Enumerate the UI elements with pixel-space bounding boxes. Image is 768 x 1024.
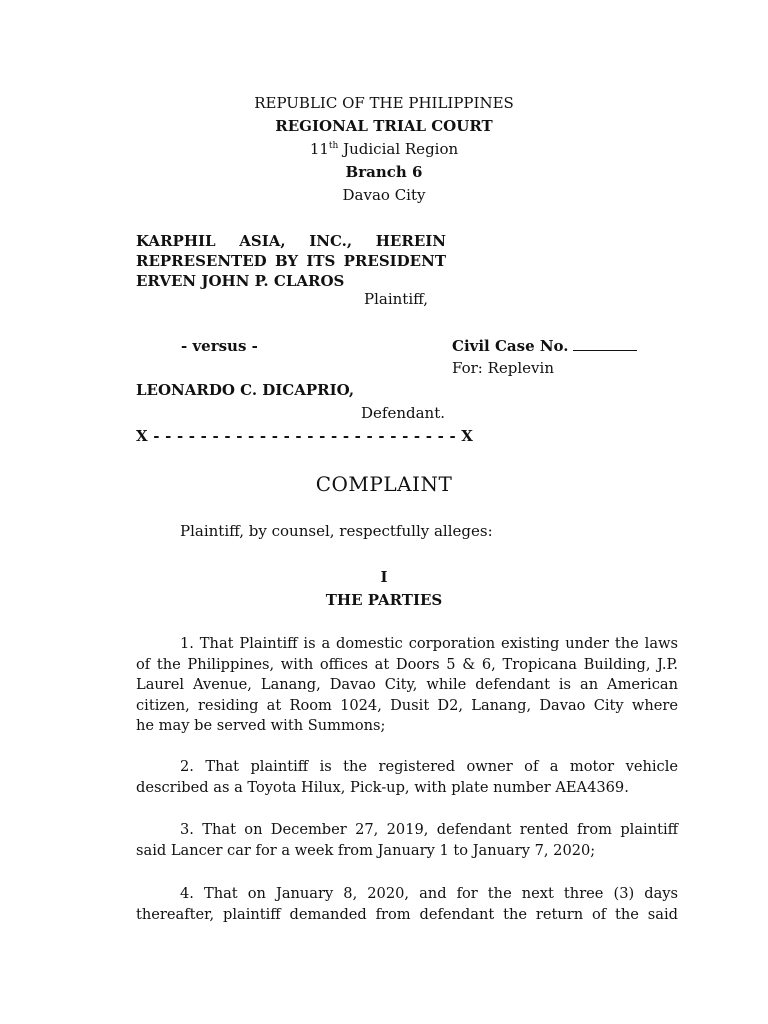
- defendant-role: Defendant.: [361, 404, 445, 422]
- region-suffix: th: [328, 141, 339, 151]
- region-number: 11: [309, 140, 329, 158]
- plaintiff-line-2: REPRESENTED BY ITS PRESIDENT: [136, 252, 446, 270]
- plaintiff-line-1: KARPHIL ASIA, INC., HEREIN: [136, 232, 446, 250]
- paragraph-2-line-2: described as a Toyota Hilux, Pick-up, with plate number AEA4369.: [136, 778, 629, 796]
- plaintiff-name: [136, 231, 446, 291]
- paragraph-4-line-2: thereafter, plaintiff demanded from defendant the return of the said: [136, 905, 678, 923]
- paragraph-1-line-2: of the Philippines, with offices at Doors 5 & 6, Tropicana Building, J.P.: [136, 655, 678, 673]
- section-numeral: I: [380, 568, 388, 586]
- city-heading: Davao City: [342, 186, 426, 204]
- plaintiff-line-3: ERVEN JOHN P. CLAROS: [136, 272, 345, 290]
- paragraph-1: [136, 634, 678, 737]
- versus-label: - versus -: [181, 337, 258, 355]
- intro-text: Plaintiff, by counsel, respectfully alleges:: [180, 522, 493, 540]
- case-subject: For: Replevin: [452, 359, 554, 377]
- region-text: Judicial Region: [338, 140, 459, 158]
- civil-case-number: [452, 337, 637, 355]
- document-title: COMPLAINT: [315, 472, 453, 496]
- paragraph-3: [136, 820, 678, 861]
- paragraph-2: [136, 757, 678, 798]
- paragraph-3-line-2: said Lancer car for a week from January 1 to January 7, 2020;: [136, 841, 596, 859]
- case-no-label: Civil Case No.: [452, 337, 569, 355]
- section-heading: THE PARTIES: [325, 591, 443, 609]
- paragraph-1-line-3: Laurel Avenue, Lanang, Davao City, while defendant is an American: [136, 676, 678, 693]
- court-heading: REGIONAL TRIAL COURT: [275, 117, 493, 135]
- paragraph-1-line-4: citizen, residing at Room 1024, Dusit D2, Lanang, Davao City where: [136, 696, 678, 714]
- plaintiff-role: Plaintiff,: [364, 290, 429, 308]
- branch-heading: Branch 6: [345, 163, 423, 181]
- paragraph-4-line-1: 4. That on January 8, 2020, and for the next three (3) days: [180, 885, 678, 902]
- paragraph-1-line-1: 1. That Plaintiff is a domestic corporation existing under the laws: [180, 635, 678, 652]
- paragraph-2-line-1: 2. That plaintiff is the registered owner of a motor vehicle: [180, 758, 678, 775]
- paragraph-4: [136, 884, 678, 925]
- case-no-blank: [573, 338, 637, 351]
- caption-separator: X - - - - - - - - - - - - - - - - - - - - - - - - - - X: [136, 427, 474, 445]
- paragraph-1-line-5: he may be served with Summons;: [136, 717, 386, 734]
- defendant-name: LEONARDO C. DICAPRIO,: [136, 381, 355, 399]
- judicial-region: [0, 140, 768, 158]
- paragraph-3-line-1: 3. That on December 27, 2019, defendant rented from plaintiff: [180, 821, 678, 838]
- republic-heading: REPUBLIC OF THE PHILIPPINES: [254, 94, 514, 112]
